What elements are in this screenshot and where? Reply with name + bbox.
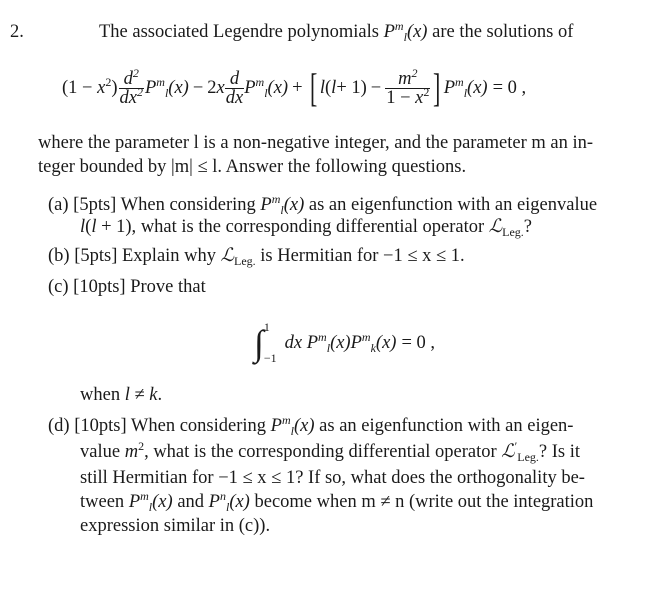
part-a-line-2: l(l + 1), what is the corresponding differential operator ℒ$_{Leg.}$?	[80, 217, 532, 239]
problem-number: 2.	[10, 22, 24, 42]
intro-line	[99, 20, 573, 44]
part-a-line-1: (a) [5pts] When considering $P^m_l(x)$ as an eigenfunction with an eigenvalue	[48, 192, 598, 217]
orthogonality-integral: ∫ 1 −1 dx $P^m_l(x)P^m_k(x)$ = 0 ,	[254, 320, 436, 365]
part-c-condition: when l ≠ k.	[80, 385, 163, 405]
parameter-line-1: where the parameter l is a non-negative integer, and the parameter m an in-	[38, 133, 594, 153]
part-c: (c) [10pts] Prove that	[48, 277, 206, 297]
intro-text: The associated Legendre polynomials	[99, 22, 379, 42]
intro-text-end: are the solutions of	[432, 22, 574, 42]
legendre-equation: $(1 - x^2)$ $\frac{d^2}{dx^2}$ $P^m_l(x)$ − 2x $\frac{d}{dx}$ $P^m_l(x)$ + [ l ( l + 1) − $\frac{m^2}{1 - x^2}$ ] $P^m_l(x)$ = 0 ,	[62, 65, 527, 110]
part-b: (b) [5pts] Explain why ℒ$_{Leg.}$ is Hermitian for −1 ≤ x ≤ 1.	[48, 246, 465, 268]
parameter-line-2: teger bounded by |m| ≤ l. Answer the following questions.	[38, 157, 467, 177]
legendre-symbol: $P^m_l(x)$	[383, 19, 428, 44]
part-d-line-1: (d) [10pts] When considering $P^m_l(x)$ as an eigenfunction with an eigen-	[48, 413, 574, 438]
part-d-line-2: value $m^2$, what is the corresponding differential operator ℒ′$_{Leg.}$? Is it	[80, 439, 580, 464]
part-d-line-4: tween $P^m_l(x)$ and $P^n_l(x)$ become when m ≠ n (write out the integration	[80, 489, 594, 514]
part-d-line-3: still Hermitian for −1 ≤ x ≤ 1? If so, what does the orthogonality be-	[80, 468, 585, 488]
part-d-line-5: expression similar in (c)).	[80, 516, 271, 536]
